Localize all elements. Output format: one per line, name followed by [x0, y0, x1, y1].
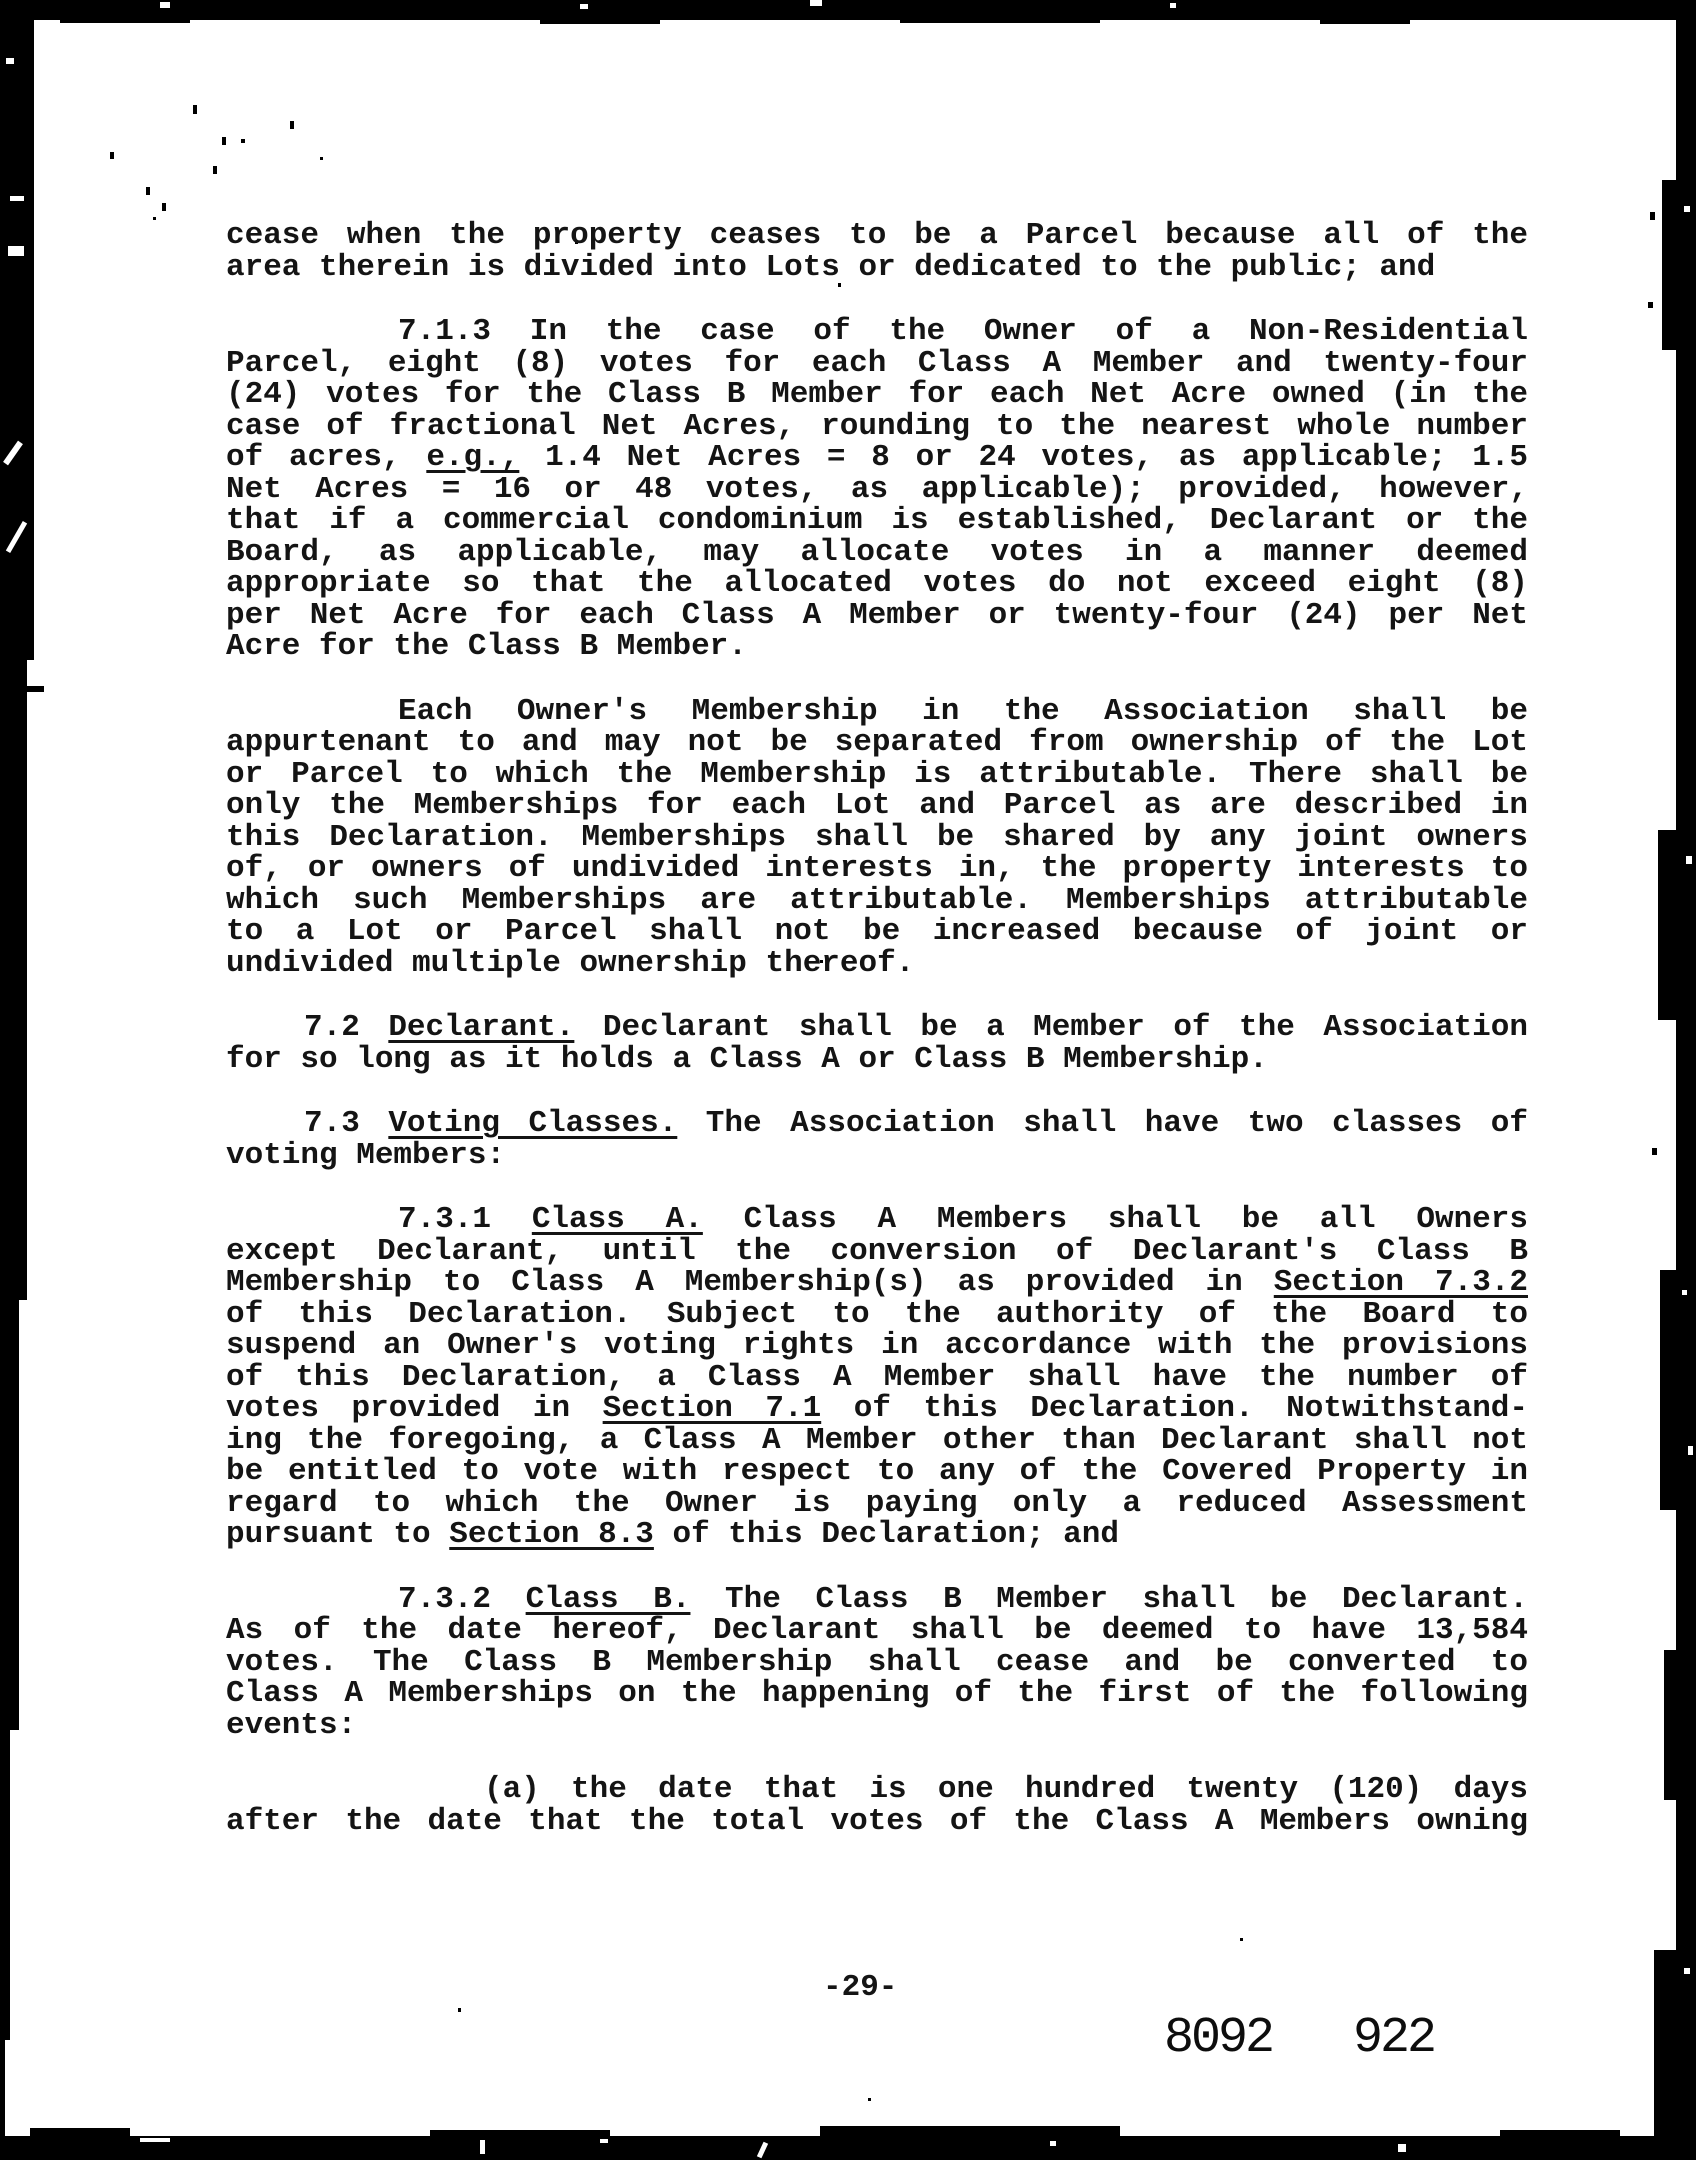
text-line: for so long as it holds a Class A or Class B Membership.	[226, 1041, 1268, 1077]
paragraph	[226, 316, 1528, 663]
text-line: 7.3.1 Class A. Class A Members shall be all Owners	[398, 1202, 1528, 1237]
text-line: 7.2 Declarant. Declarant shall be a Member of the Association	[304, 1010, 1528, 1045]
text-line: (a) the date that is one hundred twenty (120) days	[484, 1772, 1528, 1807]
text-line: Parcel, eight (8) votes for each Class A Member and twenty-four	[226, 345, 1528, 381]
text-line: ing the foregoing, a Class A Member other than Declarant shall not	[226, 1422, 1528, 1458]
paragraph	[226, 1108, 1528, 1171]
text-line: Acre for the Class B Member.	[226, 629, 747, 664]
text-line: of this Declaration, a Class A Member shall have the number of	[226, 1359, 1528, 1395]
paragraph	[226, 1204, 1528, 1551]
document-text-block	[226, 220, 1528, 1870]
text-line: only the Memberships for each Lot and Parcel as are described in	[226, 788, 1528, 823]
recorder-stamp-number: 8092 922	[1164, 2010, 1435, 2067]
scan-border-left	[0, 1730, 10, 2040]
paragraph	[226, 1012, 1528, 1075]
text-line: case of fractional Net Acres, rounding to the nearest whole number	[226, 408, 1528, 444]
page-number: -29-	[823, 1970, 898, 2005]
text-line: (24) votes for the Class B Member for each Net Acre owned (in the	[226, 377, 1528, 412]
paragraph	[226, 1581, 1528, 1743]
text-line: Class A Memberships on the happening of the first of the following	[226, 1676, 1528, 1711]
scan-border-left	[0, 0, 34, 660]
text-line: 7.3.2 Class B. The Class B Member shall be Declarant.	[398, 1581, 1528, 1617]
text-line: or Parcel to which the Membership is attributable. There shall be	[226, 756, 1528, 792]
text-line: this Declaration. Memberships shall be shared by any joint owners	[226, 819, 1528, 855]
text-line: appropriate so that the allocated votes do not exceed eight (8)	[226, 566, 1528, 601]
paragraph	[226, 1774, 1528, 1837]
paragraph	[226, 220, 1528, 283]
text-line: 7.1.3 In the case of the Owner of a Non-Residential	[398, 314, 1528, 349]
text-line: to a Lot or Parcel shall not be increased because of joint or	[226, 914, 1528, 949]
text-line: that if a commercial condominium is established, Declarant or the	[226, 503, 1528, 538]
text-line: which such Memberships are attributable. Memberships attributable	[226, 882, 1528, 918]
text-line: voting Members:	[226, 1137, 506, 1173]
text-line: suspend an Owner's voting rights in accordance with the provisions	[226, 1328, 1528, 1363]
paragraph	[226, 693, 1528, 981]
text-line: cease when the property ceases to be a Parcel because all of the	[226, 218, 1528, 253]
scan-border-left	[0, 1300, 19, 1730]
text-line: votes. The Class B Membership shall cease and be converted to	[226, 1644, 1528, 1680]
text-line: be entitled to vote with respect to any of the Covered Property in	[226, 1454, 1528, 1489]
text-line: Each Owner's Membership in the Association shall be	[398, 693, 1528, 729]
text-line: of this Declaration. Subject to the authority of the Board to	[226, 1296, 1528, 1332]
text-line: regard to which the Owner is paying only a reduced Assessment	[226, 1485, 1528, 1521]
text-line: events:	[226, 1707, 357, 1743]
scan-border-right	[1676, 0, 1696, 2160]
text-line: Board, as applicable, may allocate votes in a manner deemed	[226, 534, 1528, 570]
text-line: As of the date hereof, Declarant shall be deemed to have 13,584	[226, 1613, 1528, 1648]
text-line: 7.3 Voting Classes. The Association shall have two classes of	[304, 1106, 1529, 1141]
text-line: area therein is divided into Lots or dedicated to the public; and	[226, 249, 1436, 285]
scan-border-bottom	[0, 2136, 1696, 2160]
text-line: per Net Acre for each Class A Member or twenty-four (24) per Net	[226, 597, 1528, 633]
text-line: votes provided in Section 7.1 of this Declaration. Notwithstand-	[226, 1391, 1529, 1426]
text-line: Net Acres = 16 or 48 votes, as applicable); provided, however,	[226, 471, 1528, 507]
text-line: except Declarant, until the conversion of Declarant's Class B	[226, 1233, 1528, 1269]
text-line: undivided multiple ownership thereof.	[226, 945, 915, 981]
text-line: of, or owners of undivided interests in, the property interests to	[226, 851, 1528, 886]
text-line: of acres, e.g., 1.4 Net Acres = 8 or 24 votes, as applicable; 1.5	[226, 440, 1528, 475]
text-line: appurtenant to and may not be separated from ownership of the Lot	[226, 725, 1528, 760]
scan-border-top	[0, 0, 1696, 20]
text-line: Membership to Class A Membership(s) as provided in Section 7.3.2	[226, 1265, 1528, 1300]
scan-border-left	[0, 2040, 5, 2160]
text-line: after the date that the total votes of the Class A Members owning	[226, 1803, 1528, 1839]
text-line: pursuant to Section 8.3 of this Declaration; and	[226, 1517, 1119, 1552]
scan-border-left	[0, 660, 27, 1300]
